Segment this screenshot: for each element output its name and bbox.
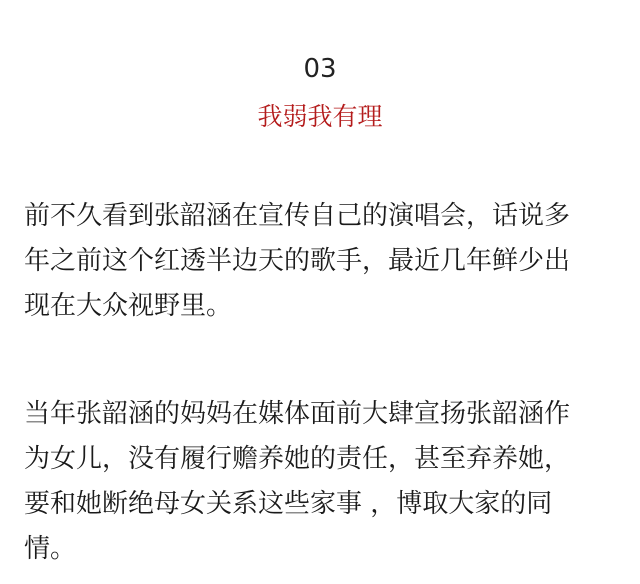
paragraph-line: 要和她断绝母女关系这些家事 ，博取大家的同 (24, 489, 553, 519)
paragraph-line: 前不久看到张韶涵在宣传自己的演唱会，话说多 (24, 201, 571, 231)
section-title: 我弱我有理 (257, 102, 383, 131)
paragraph-line: 为女儿，没有履行赡养她的责任，甚至弃养她， (24, 444, 571, 474)
paragraph-line: 情。 (24, 534, 77, 564)
paragraph-line: 现在大众视野里。 (24, 291, 233, 321)
paragraph-1 (24, 194, 624, 329)
paragraph-2 (24, 392, 624, 572)
section-number: 03 (303, 54, 337, 84)
paragraph-line: 年之前这个红透半边天的歌手，最近几年鲜少出 (24, 246, 571, 276)
paragraph-line: 当年张韶涵的妈妈在媒体面前大肆宣扬张韶涵作 (24, 399, 571, 429)
